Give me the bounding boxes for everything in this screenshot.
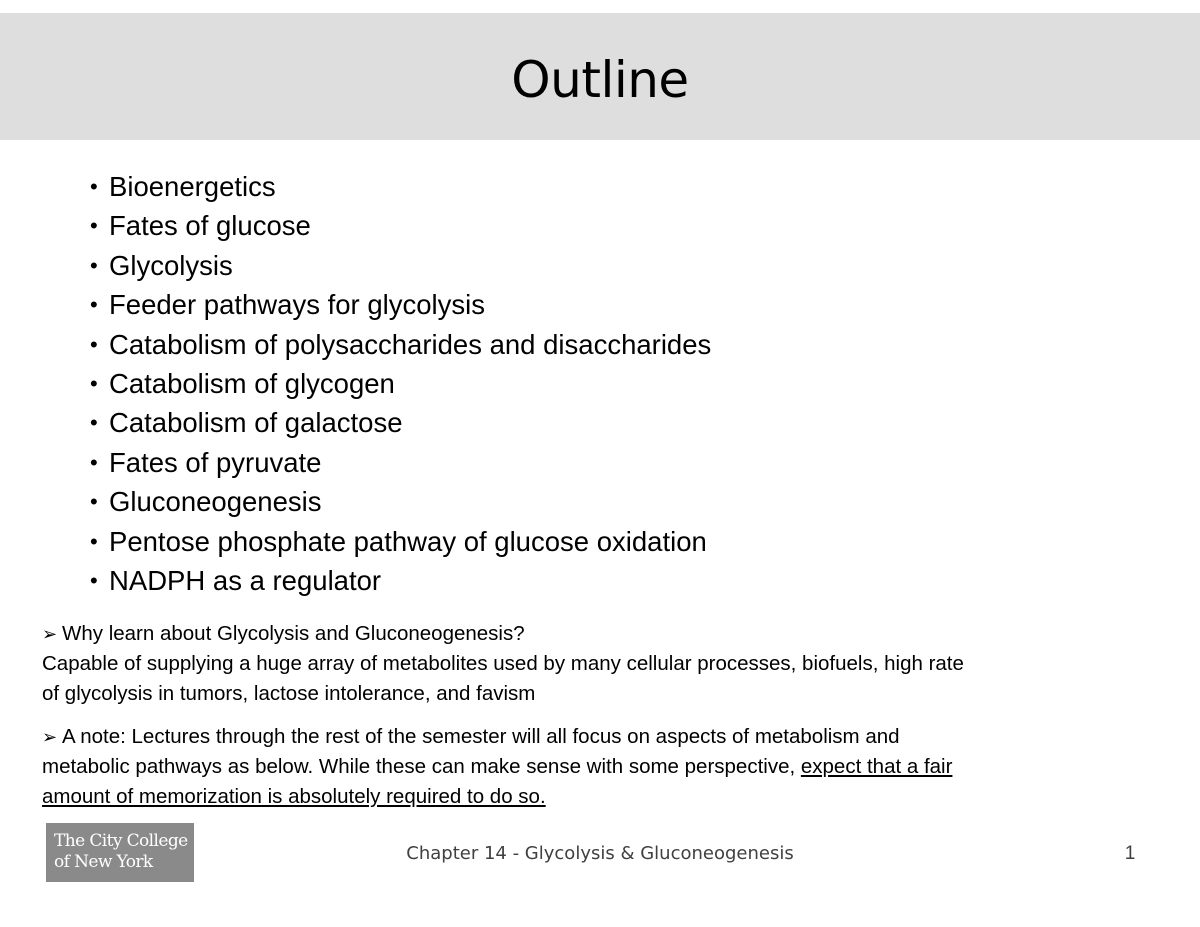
outline-item-label: Catabolism of polysaccharides and disaccharides: [109, 328, 712, 360]
city-college-logo: [46, 823, 194, 882]
outline-item: [90, 364, 711, 403]
outline-item-label: Glycolysis: [109, 249, 233, 281]
outline-item: [90, 206, 711, 245]
note-emphasis-end: amount of memorization is absolutely required to do so.: [42, 785, 546, 808]
page-number: 1: [1124, 843, 1136, 864]
bullet-icon: •: [90, 370, 98, 396]
note-line-2-text: metabolic pathways as below. While these can make sense with some perspective,: [42, 755, 801, 778]
note-paragraph: [42, 722, 1192, 812]
outline-item: [90, 443, 711, 482]
outline-item-label: NADPH as a regulator: [109, 564, 382, 596]
note-line-1-text: A note: Lectures through the rest of the semester will all focus on aspects of metabolism and: [62, 725, 900, 748]
outline-item-label: Fates of pyruvate: [109, 446, 322, 478]
bullet-icon: •: [90, 252, 98, 278]
note-line-2: [42, 752, 1192, 782]
outline-item: [90, 522, 711, 561]
bullet-icon: •: [90, 292, 98, 318]
note-emphasis-start: expect that a fair: [800, 755, 953, 778]
outline-list: [90, 167, 711, 600]
outline-item: [90, 167, 711, 206]
bullet-icon: •: [90, 410, 98, 436]
why-answer-line-2: of glycolysis in tumors, lactose intolerance, and favism: [42, 682, 536, 705]
bullet-icon: •: [90, 489, 98, 515]
outline-item-label: Feeder pathways for glycolysis: [109, 289, 485, 321]
logo-line-1: The City College: [54, 831, 188, 851]
outline-item-label: Pentose phosphate pathway of glucose oxidation: [109, 525, 707, 557]
outline-item: [90, 482, 711, 521]
footer-chapter-title: Chapter 14 - Glycolysis & Gluconeogenesis: [406, 843, 794, 864]
outline-item-label: Gluconeogenesis: [109, 486, 322, 518]
why-answer-line-1: Capable of supplying a huge array of metabolites used by many cellular processes, biofuels, high rate: [42, 652, 964, 675]
logo-line-2: of New York: [54, 852, 153, 872]
why-question-line: [42, 619, 1192, 649]
outline-item: [90, 285, 711, 324]
slide-title: Outline: [511, 51, 689, 109]
why-learn-paragraph: [42, 619, 1192, 709]
bullet-icon: •: [90, 331, 98, 357]
outline-item-label: Catabolism of galactose: [109, 407, 403, 439]
note-line-1: [42, 722, 1192, 752]
outline-item: [90, 325, 711, 364]
bullet-icon: •: [90, 174, 98, 199]
outline-item-label: Fates of glucose: [109, 210, 311, 242]
why-question: Why learn about Glycolysis and Gluconeogenesis?: [62, 622, 525, 645]
outline-item: [90, 246, 711, 285]
outline-item-label: Catabolism of glycogen: [109, 367, 395, 399]
arrow-bullet-icon: ➢: [42, 727, 58, 747]
outline-item-label: Bioenergetics: [109, 171, 276, 202]
bullet-icon: •: [90, 567, 98, 593]
outline-item: [90, 561, 711, 600]
outline-item: [90, 403, 711, 442]
bullet-icon: •: [90, 449, 98, 475]
bullet-icon: •: [90, 213, 98, 239]
bullet-icon: •: [90, 528, 98, 554]
arrow-bullet-icon: ➢: [42, 624, 58, 644]
